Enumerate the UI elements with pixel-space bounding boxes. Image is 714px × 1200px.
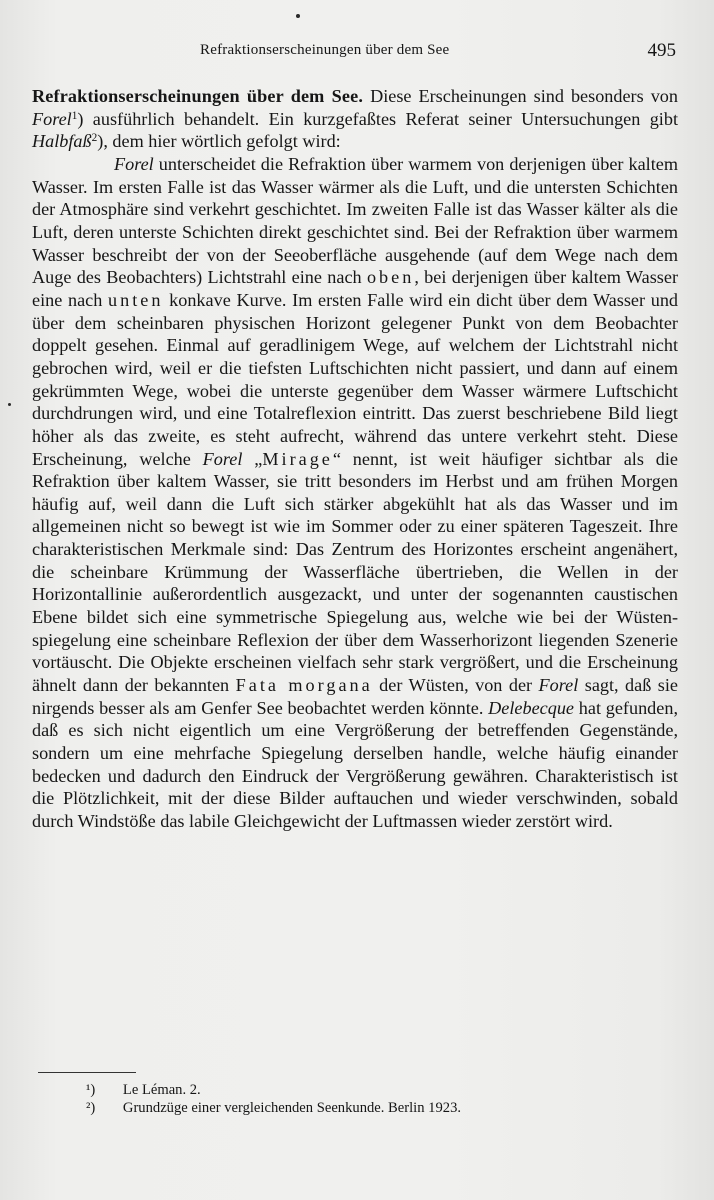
- text-run: sagt, daß sie nirgends besser als am Genfer See beobachtet werden könnte.: [32, 675, 678, 718]
- ink-speck: [8, 403, 11, 406]
- body-text: [32, 85, 678, 833]
- footnote: [38, 1099, 678, 1117]
- intro-paragraph: [32, 85, 678, 153]
- author-name: Forel: [114, 153, 154, 174]
- footnote-rule: [38, 1072, 136, 1073]
- ink-speck: [296, 14, 300, 18]
- footnote-ref: 2: [91, 132, 98, 145]
- emphasized-word: Mirage: [262, 448, 333, 469]
- author-name: Forel: [32, 108, 72, 129]
- footnote-ref: 1: [71, 109, 78, 122]
- running-title: Refraktionserscheinungen über dem See: [200, 42, 450, 58]
- emphasized-word: oben: [366, 267, 415, 288]
- text-run: konkave Kurve. Im ersten Falle wird ein dicht über dem Wasser und über dem scheinbaren physischen Horizont gelegener Punkt von dem Beobachter doppelt gesehen. Einmal auf geradlinigem Wege, auf welchem der Lichtstrahl nicht gebrochen wird, weil er die tiefsten Luftschichten nicht passiert, und dann auf einem gekrümmten Wege, wobei die unterste gegenüber dem Wasser wärmere Luftschicht durchdrungen wird, und eine Totalreflexion eintritt. Das zuerst beschriebene Bild liegt höher als das zweite, es steht aufrecht, während das untere verkehrt steht. Diese Erscheinung, welche: [32, 289, 679, 469]
- running-header: [38, 40, 676, 66]
- footnote-mark: ¹): [86, 1082, 96, 1098]
- text-run: ) ausführlich behandelt. Ein kurzgefaßtes Referat seiner Untersuchungen gibt: [77, 108, 678, 129]
- footnote: [38, 1081, 678, 1099]
- text-run: , bei derjenigen über kaltem Wasser eine nach: [32, 267, 678, 310]
- text-run: unterscheidet die Refraktion über warmem von derjenigen über kaltem Wasser. Im ersten Falle ist das Wasser wärmer als die Luft, und die untersten Schichten der Atmosphäre sind verkehrt geschichtet. Im zweiten Falle ist das Wasser kälter als die Luft, deren unterste Schichten direkt geschichtet sind. Bei der Refraktion über warmem Wasser beschreibt der von der Seeoberfläche ausgehende (auf dem Wege nach dem Auge des Beobachters) Lichtstrahl eine nach: [32, 153, 678, 288]
- section-heading: Refraktionserscheinungen über dem See.: [32, 86, 364, 106]
- quote-paragraph: [32, 153, 678, 833]
- text-run: hat gefunden, daß es sich nicht eigentlich um eine Vergrößerung der betreffenden Gegenstände, sondern um eine mehrfache Spiegelung derselben handle, welche häufig einander bedecken und dadurch den Eindruck der Vergrößerung gewähren. Charakteristisch ist die Plötzlichkeit, mit der diese Bilder auftauchen und wieder verschwinden, sobald durch Windstöße das labile Gleichgewicht der Luftmassen wieder zerstört wird.: [32, 697, 678, 831]
- text-run: ), dem hier wörtlich gefolgt wird:: [97, 131, 341, 152]
- page-number: 495: [647, 40, 676, 61]
- footnotes: [38, 1072, 678, 1117]
- text-run: “ nennt, ist weit häufiger sichtbar als die Refraktion über kaltem Wasser, sie tritt besonders im Herbst und am frühen Morgen häufig auf, weil dann die Luft sich stärker abgekühlt hat als das Wasser und im allgemeinen nicht so bewegt ist wie im Sommer oder zu einer späteren Tageszeit. Ihre charakteristischen Merkmale sind: Das Zentrum des Horizontes erscheint angenähert, die scheinbare Krümmung der Wasserfläche übertrieben, die Wellen in der Horizontallinie außerordentlich ausgezackt, und unter der sogenannten caustischen Ebene bildet sich eine symmetrische Spiegelung aus, welche wie bei der Wüstenspiegelung eine scheinbare Reflexion der über dem Wasserhorizont liegenden Szenerie vortäuscht. Die Objekte erscheinen vielfach sehr stark vergrößert, und die Erscheinung ähnelt dann der bekannten: [32, 448, 678, 696]
- author-name: Forel: [202, 448, 243, 469]
- footnote-mark: ²): [86, 1100, 96, 1116]
- emphasized-word: unten: [108, 289, 164, 310]
- text-run: Diese Erscheinungen sind besonders von: [363, 86, 678, 106]
- text-run: „: [242, 448, 263, 469]
- footnote-text: Grundzüge einer vergleichenden Seenkunde. Berlin 1923.: [122, 1100, 462, 1116]
- text-run: der Wüsten, von der: [372, 675, 539, 696]
- emphasized-word: Fata morgana: [235, 675, 373, 696]
- author-name: Halbfaß: [32, 131, 92, 152]
- footnote-text: Le Léman. 2.: [122, 1082, 201, 1098]
- author-name: Forel: [538, 675, 579, 696]
- author-name: Delebecque: [488, 697, 575, 718]
